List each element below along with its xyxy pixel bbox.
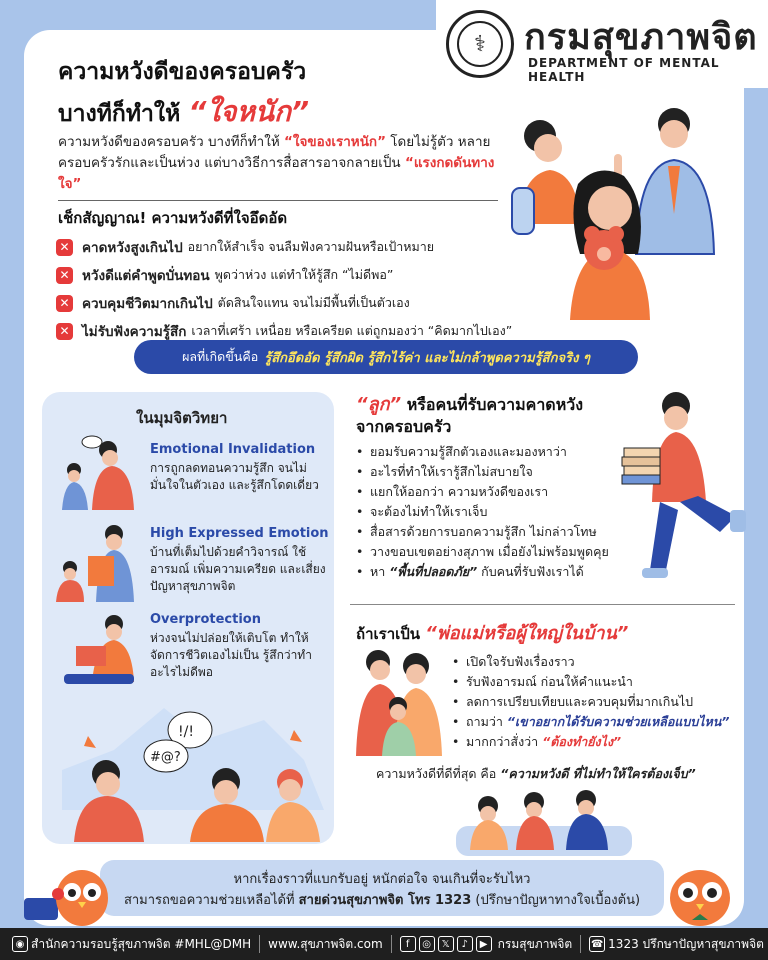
list-item-continued bbox=[356, 462, 609, 482]
list-item-continued bbox=[356, 502, 609, 522]
result-emphasis: รู้สึกอึดอัด รู้สึกผิด รู้สึกไร้ค่า และไม่กล้าพูดความรู้สึกจริง ๆ bbox=[264, 350, 590, 366]
title-prefix: บางทีก็ทำให้ bbox=[58, 101, 181, 127]
child-head-rest: หรือคนที่รับความคาดหวัง bbox=[406, 395, 584, 414]
term-desc: ห่วงจนไม่ปล่อยให้เติบโต ทำให้จัดการชีวิตเองไม่เป็น รู้สึกว่าทำอะไรไม่ดีพอ bbox=[150, 631, 312, 679]
warning-sign-item bbox=[56, 234, 556, 260]
result-banner bbox=[134, 340, 638, 374]
office-text: สำนักความรอบรู้สุขภาพจิต #MHL@DMH bbox=[31, 936, 252, 951]
list-item: • วางขอบเขตอย่างสุภาพ เมื่อยังไม่พร้อมพูดคุย bbox=[356, 542, 609, 562]
intro-text-2: โดยไม่รู้ตัว หลายครอบครัวรักและเป็นห่วง แต่บางวิธีการสื่อสารอาจกลายเป็น bbox=[58, 134, 491, 171]
hotline-text[interactable]: 1323 ปรึกษาปัญหาสุขภาพจิต bbox=[608, 936, 764, 951]
social-account-name[interactable]: กรมสุขภาพจิต bbox=[497, 936, 573, 951]
list-item: • รับฟังอารมณ์ ก่อนให้คำแนะนำ bbox=[452, 672, 729, 692]
website-link[interactable]: www.สุขภาพจิต.com bbox=[268, 936, 383, 951]
footer-website[interactable] bbox=[268, 935, 383, 954]
exclaim-bubble-text: !/! bbox=[178, 724, 194, 740]
parent-tips-list bbox=[452, 652, 729, 752]
sign-text: พูดว่าห่วง แต่ทำให้รู้สึก “ไม่ดีพอ” bbox=[214, 267, 394, 282]
list-item: • แยกให้ออกว่า ความหวังดีของเรา bbox=[356, 482, 609, 502]
parent-highlight: “พ่อแม่หรือผู้ใหญ่ในบ้าน” bbox=[425, 623, 629, 644]
curse-bubble-text: #@? bbox=[150, 750, 181, 765]
list-item: • เปิดใจรับฟังเรื่องราว bbox=[452, 652, 729, 672]
list-item-text: หา bbox=[370, 564, 390, 579]
list-item-text: กับคนที่รับฟังเราได้ bbox=[477, 564, 584, 579]
list-item: • ลดการเปรียบเทียบและควบคุมที่มากเกินไป bbox=[452, 692, 729, 712]
department-name-th: กรมสุขภาพจิต bbox=[524, 17, 758, 58]
list-item-continued bbox=[452, 732, 729, 752]
hotline-line2 bbox=[100, 889, 664, 910]
footer-separator bbox=[259, 935, 260, 953]
child-tips-list bbox=[356, 442, 609, 582]
cross-icon: ✕ bbox=[56, 295, 73, 312]
ask-line2-highlight: “ต้องทำยังไง” bbox=[542, 734, 622, 749]
sign-title: คาดหวังสูงเกินไป bbox=[82, 240, 183, 256]
footer-separator bbox=[391, 935, 392, 953]
hotline-suffix: (ปรึกษาปัญหาทางใจเบื้องต้น) bbox=[471, 893, 641, 908]
term-desc: การถูกลดทอนความรู้สึก จนไม่มั่นใจในตัวเอง และรู้สึกโดดเดี่ยว bbox=[150, 461, 319, 492]
department-name-en: DEPARTMENT OF MENTAL HEALTH bbox=[528, 56, 720, 84]
term-high-expressed-emotion: High Expressed Emotion bbox=[150, 526, 329, 541]
student-with-books-illustration bbox=[620, 392, 750, 586]
safe-space-highlight: “พื้นที่ปลอดภัย” bbox=[389, 564, 478, 579]
footer-social bbox=[400, 935, 573, 954]
ministry-seal-icon: ⚕ bbox=[446, 10, 514, 78]
parent-section-heading bbox=[356, 618, 628, 647]
best-emphasis: “ความหวังดี ที่ไม่ทำให้ใครต้องเจ็บ” bbox=[500, 766, 696, 781]
parent-head-prefix: ถ้าเราเป็น bbox=[356, 625, 426, 643]
list-item-text: จะต้องไม่ทำให้เราเจ็บ bbox=[370, 504, 488, 519]
tiktok-icon[interactable]: ♪ bbox=[457, 936, 473, 952]
page-title-line2 bbox=[58, 90, 309, 134]
phone-icon: ☎ bbox=[589, 936, 605, 952]
ask-highlight: “เขาอยากได้รับความช่วยเหลือแบบไหน” bbox=[506, 714, 730, 729]
expressed-emotion-illustration bbox=[54, 522, 144, 602]
cross-icon: ✕ bbox=[56, 239, 73, 256]
arguing-family-illustration bbox=[54, 700, 330, 842]
hotline-prefix: สามารถขอความช่วยเหลือได้ที่ bbox=[123, 893, 299, 908]
section-divider bbox=[350, 604, 735, 605]
warning-signs-list bbox=[56, 234, 556, 346]
footer-office bbox=[12, 935, 251, 954]
invalidation-illustration bbox=[58, 436, 144, 510]
footer-hotline[interactable] bbox=[589, 935, 764, 954]
intro-highlight-1: “ใจของเราหนัก” bbox=[284, 134, 386, 150]
office-logo-icon: ◉ bbox=[12, 936, 28, 952]
parents-hugging-child-illustration bbox=[352, 648, 444, 756]
signs-heading: เช็กสัญญาณ! ความหวังดีที่ใจอึดอัด bbox=[58, 209, 288, 227]
hotline-line1: หากเรื่องราวที่แบกรับอยู่ หนักต่อใจ จนเกินที่จะรับไหว bbox=[233, 872, 531, 887]
child-section-heading bbox=[356, 394, 583, 438]
page-title-line1: ความหวังดีของครอบครัว bbox=[58, 59, 307, 85]
youtube-icon[interactable]: ▶ bbox=[476, 936, 492, 952]
child-highlight: “ลูก” bbox=[356, 394, 402, 415]
term-desc: บ้านที่เต็มไปด้วยคำวิจารณ์ ใช้อารมณ์ เพิ่มความเครียด และเสี่ยงปัญหาสุขภาพจิต bbox=[150, 545, 326, 593]
owl-mascot-right-icon bbox=[660, 860, 742, 928]
term-overprotection: Overprotection bbox=[150, 612, 261, 627]
intro-text-1: ความหวังดีของครอบครัว บางทีก็ทำให้ bbox=[58, 134, 285, 150]
owl-mascot-left-icon bbox=[24, 860, 110, 928]
list-item-text: มากกว่าสั่งว่า bbox=[466, 734, 543, 749]
term-emotional-invalidation: Emotional Invalidation bbox=[150, 442, 316, 457]
sign-text: ตัดสินใจแทน จนไม่มีพื้นที่เป็นตัวเอง bbox=[217, 295, 410, 310]
list-item bbox=[356, 562, 609, 582]
intro-paragraph bbox=[58, 132, 508, 195]
x-icon[interactable]: 𝕏 bbox=[438, 936, 454, 952]
footer-bar bbox=[0, 928, 768, 960]
warning-sign-item bbox=[56, 262, 556, 288]
list-item-text: ถามว่า bbox=[466, 714, 507, 729]
footer-separator bbox=[580, 935, 581, 953]
overprotection-illustration bbox=[62, 612, 142, 690]
sign-title: ควบคุมชีวิตมากเกินไป bbox=[82, 296, 213, 312]
title-highlight: “ใจหนัก” bbox=[188, 95, 310, 128]
sign-title: หวังดีแต่คำพูดบั่นทอน bbox=[82, 268, 210, 284]
sign-text: เวลาที่เศร้า เหนื่อย หรือเครียด แต่ถูกมองว่า “คิดมากไปเอง” bbox=[191, 323, 513, 338]
sign-text: อยากให้สำเร็จ จนลืมฟังความฝันหรือเป้าหมาย bbox=[187, 239, 435, 254]
warning-sign-item bbox=[56, 290, 556, 316]
list-item: • สื่อสารด้วยการบอกความรู้สึก ไม่กล่าวโทษ bbox=[356, 522, 609, 542]
psychology-title: ในมุมจิตวิทยา bbox=[136, 409, 228, 427]
best-prefix: ความหวังดีที่ดีที่สุด คือ bbox=[376, 766, 501, 781]
section-divider bbox=[58, 200, 498, 201]
hotline-number: สายด่วนสุขภาพจิต โทร 1323 bbox=[298, 893, 472, 908]
intro-highlight-2: “แรงกดดันทางใจ” bbox=[58, 155, 495, 192]
list-item: • ยอมรับความรู้สึกตัวเองและมองหาว่า bbox=[356, 442, 609, 462]
cross-icon: ✕ bbox=[56, 323, 73, 340]
list-item-text: อะไรที่ทำให้เรารู้สึกไม่สบายใจ bbox=[370, 464, 533, 479]
best-intention-statement bbox=[376, 764, 696, 784]
sign-title: ไม่รับฟังความรู้สึก bbox=[82, 324, 187, 340]
cross-icon: ✕ bbox=[56, 267, 73, 284]
child-head-line2: จากครอบครัว bbox=[356, 417, 452, 436]
family-on-sofa-illustration bbox=[452, 786, 636, 858]
result-prefix: ผลที่เกิดขึ้นคือ bbox=[182, 349, 259, 364]
instagram-icon[interactable]: ◎ bbox=[419, 936, 435, 952]
facebook-icon[interactable]: f bbox=[400, 936, 416, 952]
list-item bbox=[452, 712, 729, 732]
